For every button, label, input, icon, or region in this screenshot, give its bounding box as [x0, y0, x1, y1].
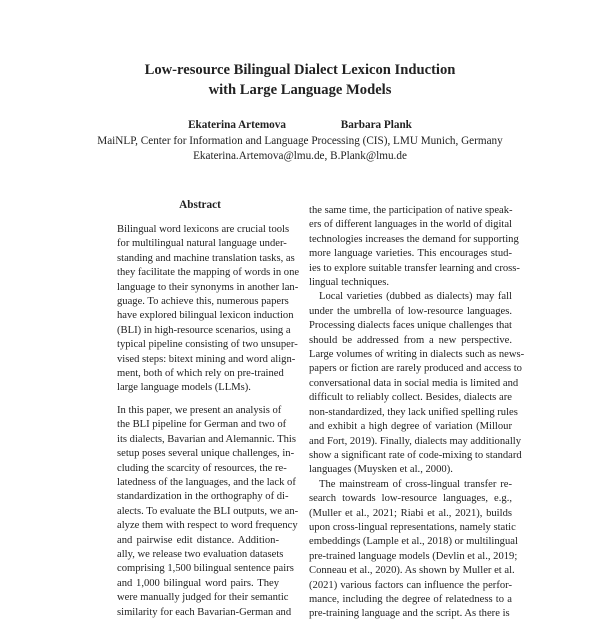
author-list	[0, 119, 600, 131]
paper-title	[0, 60, 600, 100]
text-line: (BLI) in high-resource scenarios, using a	[117, 324, 291, 336]
text-line: cluding the scarcity of resources, the re-	[117, 462, 287, 474]
author-name: Ekaterina Artemova	[188, 119, 286, 131]
text-line: The mainstream of cross-lingual transfer re-	[319, 478, 512, 490]
affiliation-block	[0, 134, 600, 164]
text-line: and 1,000 bilingual word pairs. They	[117, 577, 279, 589]
text-line: non-standardized, they lack unified spelling rules	[309, 406, 518, 418]
author-name: Barbara Plank	[340, 119, 412, 131]
text-line: under the umbrella of low-resource languages.	[309, 305, 512, 317]
text-line: large language models (LLMs).	[117, 382, 251, 394]
text-line: its dialects, Bavarian and Alemannic. This	[117, 433, 296, 445]
abstract-body	[117, 223, 300, 620]
text-line: pre-trained language models (Devlin et al., 2019;	[309, 550, 518, 562]
text-line: and pairwise edit distance. Addition-	[117, 534, 279, 546]
affiliation: MaiNLP, Center for Information and Language Processing (CIS), LMU Munich, Germany	[97, 135, 503, 147]
text-line: standing and machine translation tasks, as	[117, 252, 295, 264]
text-line: (2021) various factors can influence the perfor-	[309, 579, 512, 591]
text-line: conversational data in social media is limited and	[309, 377, 519, 389]
text-line: Bilingual word lexicons are crucial tools	[117, 224, 290, 235]
text-line: search towards low-resource languages, e.g.,	[309, 493, 512, 505]
text-line: lingual techniques.	[309, 277, 390, 289]
abstract-paragraph	[117, 404, 299, 620]
text-line: embeddings (Lample et al., 2018) or multilingual	[309, 536, 518, 548]
body-paragraph	[309, 478, 518, 622]
text-line: more language varieties. This encourages stud-	[309, 248, 512, 260]
author-emails: Ekaterina.Artemova@lmu.de, B.Plank@lmu.de	[193, 150, 407, 162]
text-line: ies to explore suitable transfer learning and cross-	[309, 262, 520, 274]
text-line: the same time, the participation of native speak-	[309, 205, 513, 216]
text-line: difficult to reliably collect. Besides, dialects are	[309, 392, 512, 404]
text-line: latedness of the languages, and the lack of	[117, 476, 296, 488]
text-line: standardization in the orthography of di-	[117, 491, 289, 503]
text-line: were manually judged for their semantic	[117, 592, 289, 604]
text-line: language to their synonyms in another lan-	[117, 281, 299, 293]
text-line: (Muller et al., 2021; Riabi et al., 2021), builds	[309, 507, 512, 519]
text-line: pre-training language and the script. As there is	[309, 608, 510, 620]
text-line: the BLI pipeline for German and two of	[117, 419, 287, 431]
text-line: ment, both of which rely on pre-trained	[117, 368, 284, 380]
text-line: for multilingual natural language under-	[117, 238, 287, 250]
text-line: similarity for each Bavarian-German and	[117, 606, 292, 618]
text-line: have explored bilingual lexicon induction	[117, 310, 294, 322]
text-line: Conneau et al., 2020). As shown by Muller et al.	[309, 565, 515, 577]
text-line: setup poses several unique challenges, in-	[117, 448, 295, 460]
text-line: show a significant rate of code-mixing to standard	[309, 449, 522, 461]
text-line: they facilitate the mapping of words in one	[117, 267, 300, 279]
text-line: should be addressed from a new perspective.	[309, 334, 512, 346]
text-line: alyze them with respect to word frequency	[117, 520, 298, 532]
text-line: ally, we release two evaluation datasets	[117, 548, 284, 560]
text-line: Local varieties (dubbed as dialects) may fall	[319, 291, 512, 303]
text-line: and exhibit a high degree of variation (Millour	[309, 421, 512, 433]
text-line: mance, including the degree of relatedness to a	[309, 593, 512, 605]
title-line-1: Low-resource Bilingual Dialect Lexicon Induction	[144, 62, 456, 78]
text-line: technologies increases the demand for supporting	[309, 233, 519, 245]
text-line: In this paper, we present an analysis of	[117, 404, 282, 416]
abstract-paragraph	[117, 223, 300, 396]
text-line: languages (Muysken et al., 2000).	[309, 464, 453, 476]
text-line: Processing dialects faces unique challenges that	[309, 320, 512, 332]
title-line-2: with Large Language Models	[208, 82, 392, 98]
abstract-heading: Abstract	[179, 199, 221, 211]
text-line: typical pipeline consisting of two unsuper-	[117, 339, 298, 351]
body-paragraph	[309, 290, 525, 477]
introduction-body	[309, 204, 525, 622]
text-line: upon cross-lingual representations, namely static	[309, 521, 516, 533]
text-line: guage. To achieve this, numerous papers	[117, 296, 289, 308]
text-line: vised steps: bitext mining and word align-	[117, 353, 296, 365]
body-paragraph	[309, 204, 520, 290]
text-line: papers or fiction are rarely produced and access to	[309, 363, 522, 375]
text-line: ers of different languages in the world of digital	[309, 219, 512, 231]
text-line: comprising 1,500 bilingual sentence pairs	[117, 563, 294, 575]
text-line: alects. To evaluate the BLI outputs, we an-	[117, 505, 299, 517]
text-line: and Fort, 2019). Finally, dialects may additionally	[309, 435, 522, 447]
text-line: Large volumes of writing in dialects such as news-	[309, 349, 525, 361]
